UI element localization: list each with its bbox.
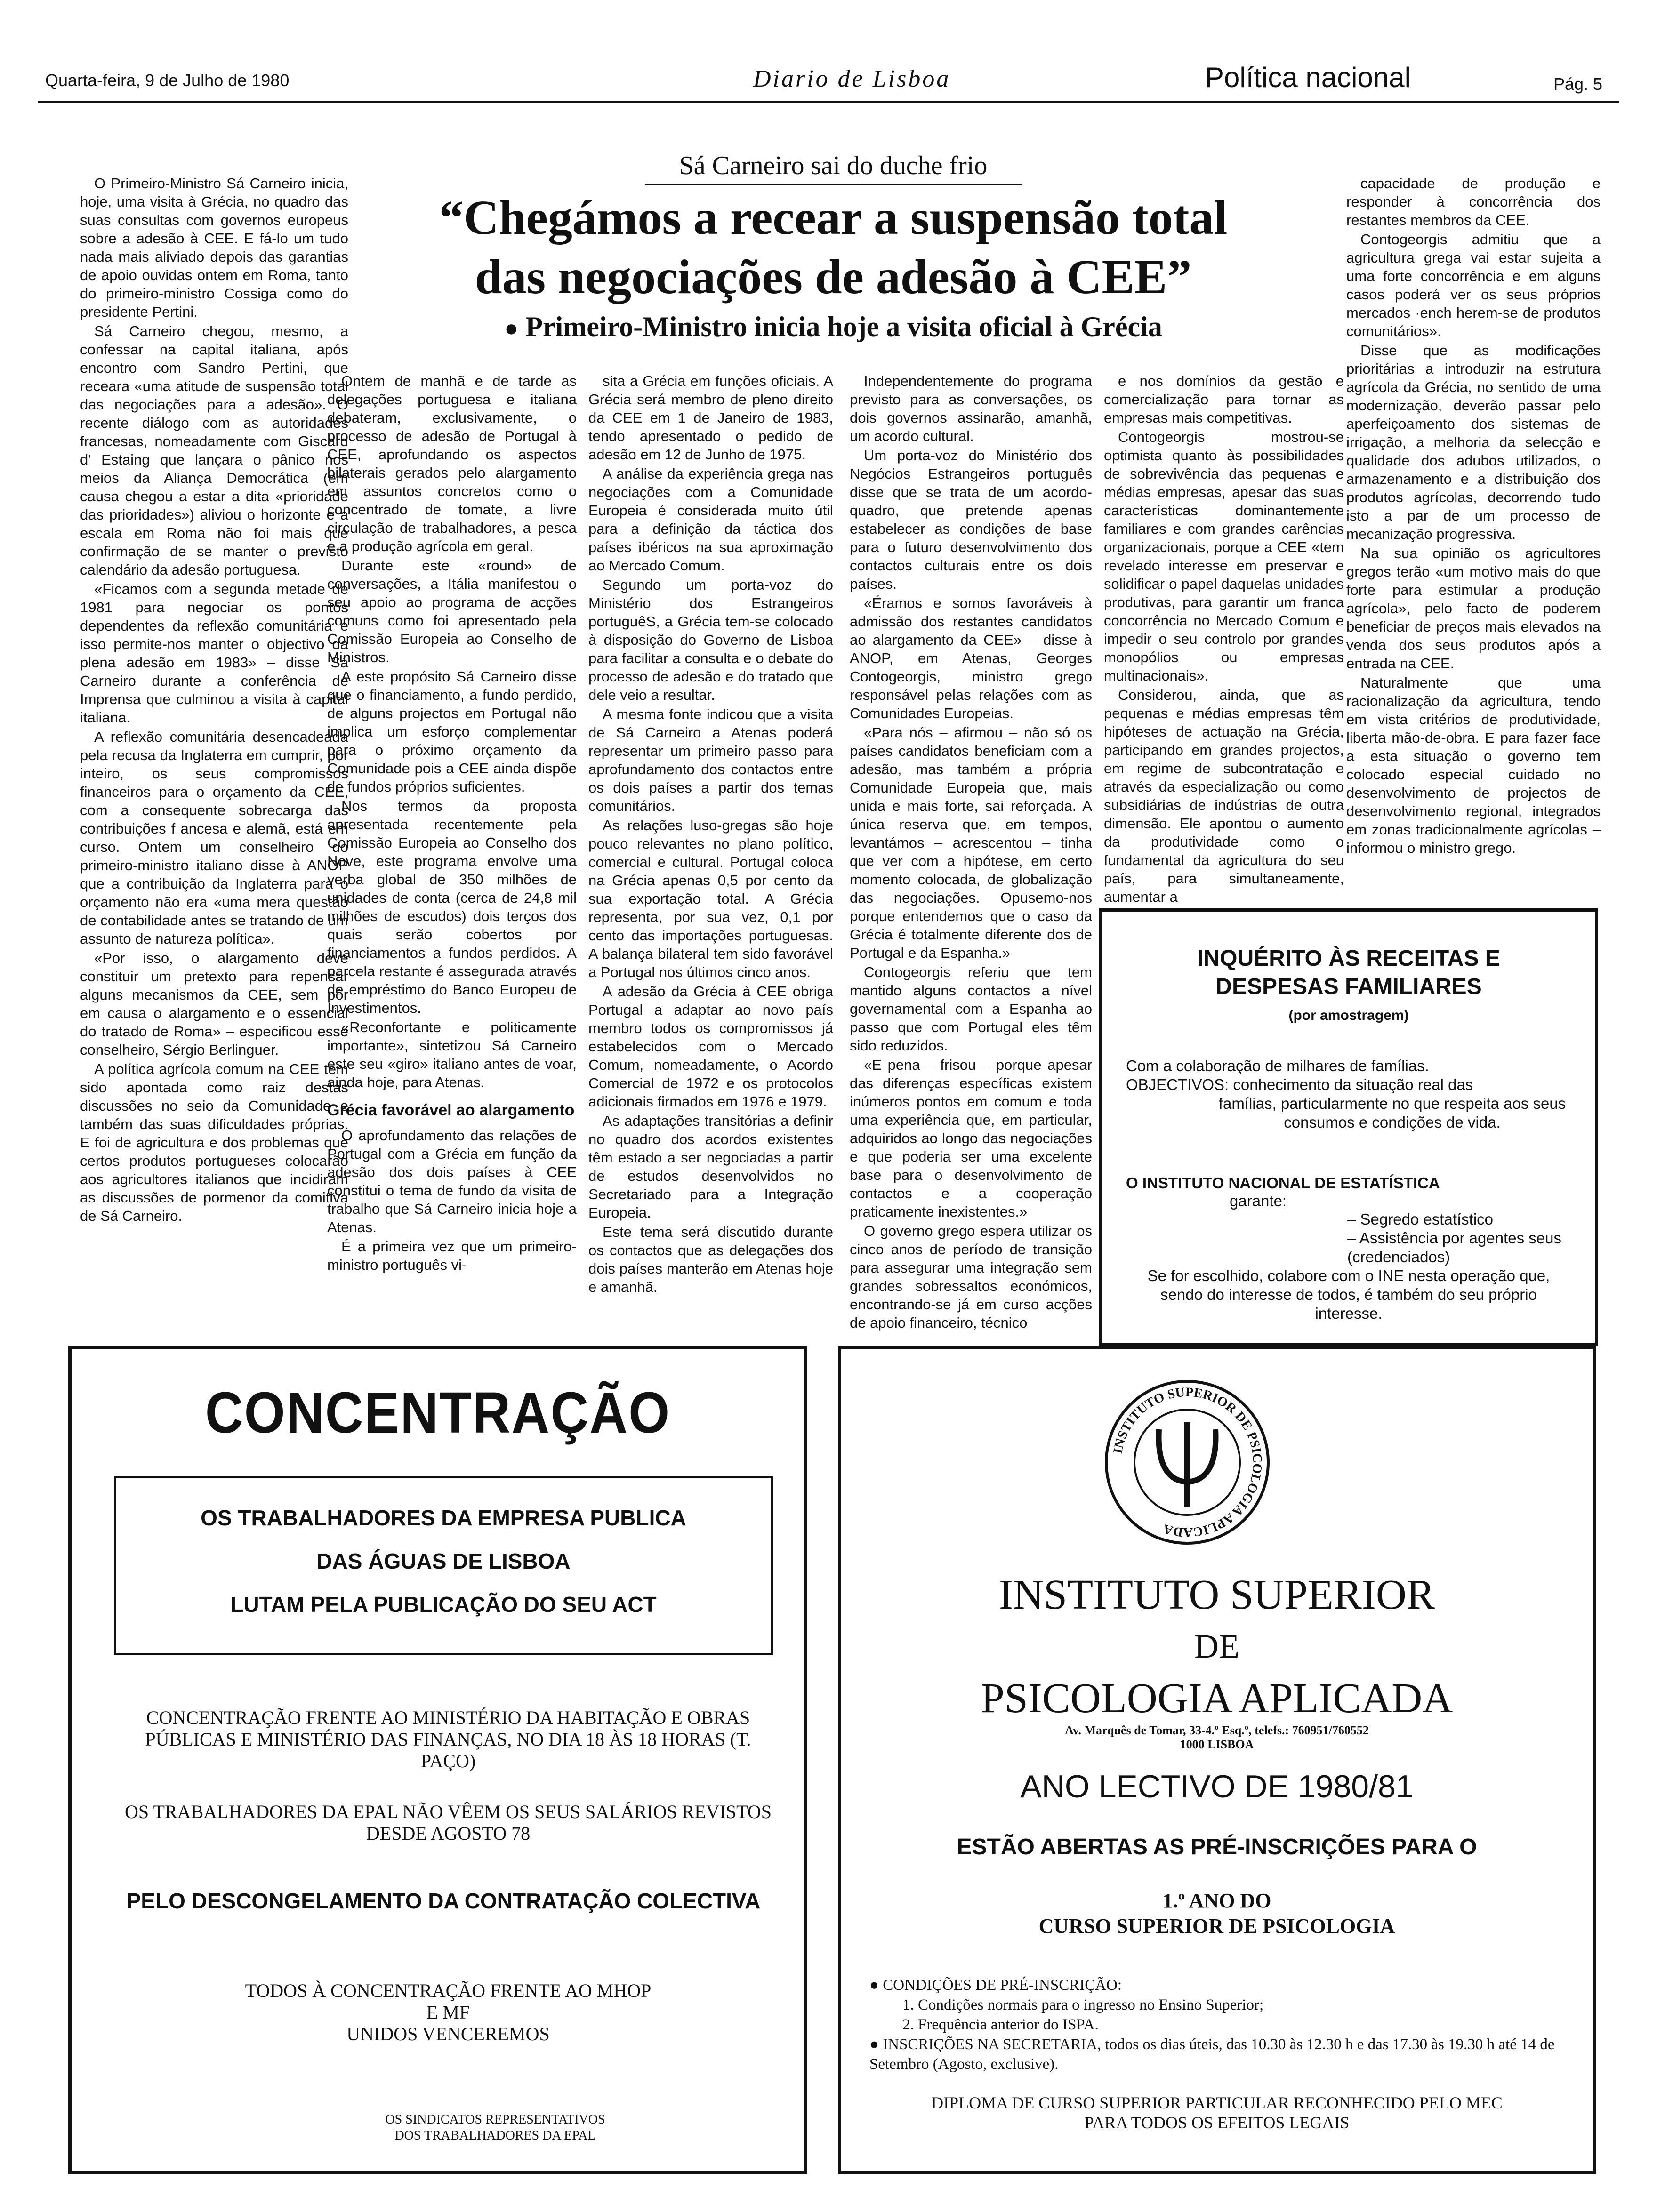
newspaper-name: Diario de Lisboa: [753, 65, 951, 92]
diploma-line-2: PARA TODOS OS EFEITOS LEGAIS: [1084, 2113, 1350, 2132]
bullet-icon: ●: [504, 315, 519, 341]
paragraph: É a primeira vez que um primeiro-ministro português vi-: [327, 1238, 577, 1273]
paragraph: e nos domínios da gestão e comercialização para tornar as empresas mais competitivas.: [1104, 373, 1344, 426]
paragraph: Contogeorgis referiu que tem mantido alguns contactos a nível governamental com a Espanha ao passo que com Portugal eles têm sido reduzidos.: [850, 964, 1092, 1054]
paragraph: As adaptações transitórias a definir no quadro dos acordos existentes têm estado a ser negociadas a partir de estudos desenvolvidos no Secretariado para a Integração Europeia.: [588, 1113, 833, 1221]
ispa-seal-icon: [1102, 1378, 1272, 1547]
concentration-salaries: OS TRABALHADORES DA EPAL NÃO VÊEM OS SEUS SALÁRIOS REVISTOS DESDE AGOSTO 78: [125, 1801, 772, 1844]
bullet-icon: ●: [869, 2036, 879, 2053]
headline-line-1: “Chegámos a recear a suspensão total: [439, 191, 1228, 245]
paragraph: O Primeiro-Ministro Sá Carneiro inicia, hoje, uma visita à Grécia, no quadro das suas consultas com governos europeus sobre a adesão à CEE. E fá-lo um tudo nada mais aliviado depois das garantias de apoio ouvidas ontem em Roma, tanto do primeiro-ministro Cossiga como do presidente Pertini.: [80, 175, 348, 320]
paragraph: Este tema será discutido durante os contactos que as delegações dos dois países manterão em Atenas hoje e amanhã.: [588, 1224, 833, 1295]
paragraph: Um porta-voz do Ministério dos Negócios Estrangeiros português disse que se trata de um acordo-quadro, que pretende apenas estabelecer as condições de base para o futuro desenvolvimento dos contactos culturais entre os dois países.: [850, 447, 1092, 592]
paragraph: O governo grego espera utilizar os cinco anos de período de transição para assegurar uma integração sem grandes sobressaltos económicos, encontrando-se já em curso acções de apoio financeiro, técnico: [850, 1223, 1092, 1331]
bullet-icon: ●: [869, 1977, 879, 1994]
paragraph: Sá Carneiro chegou, mesmo, a confessar na capital italiana, após encontro com Sandro Pertini, que receara «uma atitude de suspensão total das negociações para a adesão». O recente diálogo com as autoridades francesas, nomeadamente com Giscard d' Estaing que lançara o pânico nos meios da Aliança Democrática (em causa chegou a estar a dita «prioridade das prioridades») aliviou o horizonte e a escala em Roma não foi mais que confirmação de se manter o previsto calendário da adesão portuguesa.: [80, 323, 348, 578]
paragraph: «Reconfortante e politicamente importante», sintetizou Sá Carneiro este seu «giro» italiano antes de voar, ainda hoje, para Atenas.: [327, 1019, 577, 1090]
ine-body: [1126, 1057, 1571, 1132]
paragraph: Durante este «round» de conversações, a Itália manifestou o seu apoio ao programa de acções comuns como foi apresentado pela Comissão Europeia ao Conselho de Ministros.: [327, 557, 577, 665]
paragraph: A análise da experiência grega nas negociações com a Comunidade Europeia é considerada muito útil para a definição da táctica dos países ibéricos na sua aproximação ao Mercado Comum.: [588, 465, 833, 574]
paragraph: capacidade de produção e responder à concorrência dos restantes membros da CEE.: [1346, 175, 1601, 228]
concentration-location: CONCENTRAÇÃO FRENTE AO MINISTÉRIO DA HABITAÇÃO E OBRAS PÚBLICAS E MINISTÉRIO DAS FINANÇAS, NO DIA 18 ÀS 18 HORAS (T. PAÇO): [145, 1707, 751, 1771]
article-column-2: [327, 372, 577, 1327]
paragraph: Ontem de manhã e de tarde as delegações portuguesa e italiana debateram, exclusivamente, o processo de adesão de Portugal à CEE, aprofundando os aspectos bilaterais gerados pelo alargamento em assuntos concretos como o concentrado de tomate, a livre circulação de trabalhadores, a pesca e a produção agrícola em geral.: [327, 373, 577, 554]
concentration-signature: [260, 2112, 731, 2144]
enrolment-conditions: [869, 1975, 1566, 2074]
concentration-call: [119, 1980, 778, 2045]
paragraph: A mesma fonte indicou que a visita de Sá Carneiro a Atenas poderá representar um primeiro passo para aprofundamento dos contactos entre os dois países a partir dos temas comunitários.: [588, 706, 833, 814]
ine-line-3: famílias, particularmente no que respeita aos seus consumos e condições de vida.: [1218, 1095, 1566, 1131]
ine-institute: O INSTITUTO NACIONAL DE ESTATÍSTICA: [1126, 1174, 1440, 1192]
ine-closing: Se for escolhido, colabore com o INE nesta operação que, sendo do interesse de todos, é também do seu próprio interesse.: [1147, 1267, 1550, 1322]
course-line-1: 1.º ANO DO: [1162, 1889, 1271, 1912]
secretariat-info-text: INSCRIÇÕES NA SECRETARIA, todos os dias úteis, das 10.30 às 12.30 h e das 17.30 às 19.30 h até 14 de Setembro (Agosto, exclusive).: [869, 2036, 1555, 2073]
conditions-title-text: CONDIÇÕES DE PRÉ-INSCRIÇÃO:: [883, 1977, 1122, 1994]
paragraph: A reflexão comunitária desencadeada pela recusa da Inglaterra em cumprir, por inteiro, os seus compromissos financeiros para o orçamento da CEE, com a consequente sobrecarga das contribuições f ancesa e alemã, está em curso. Ontem um conselheiro do primeiro-ministro italiano disse à ANOP que a contribuição da Inglaterra para o orçamento não era «uma mera questão de contabilidade antes se tratando de um assunto de natureza política».: [80, 729, 348, 947]
paragraph: «Ficamos com a segunda metade de 1981 para negociar os pontos dependentes da reflexão comunitária e isso permite-nos manter o objectivo da plena adesão em 1983» – disse Sá Carneiro durante a conferência de Imprensa que culminou a visita à capital italiana.: [80, 581, 348, 726]
paragraph: Naturalmente que uma racionalização da agricultura, tendo em vista critérios de produtividade, liberta mão-de-obra. E para fazer face a esta situação o governo tem colocado especial cuidado no desenvolvimento de projectos de desenvolvimento regional, integrados em zonas tradicionalmente agrícolas – informou o ministro grego.: [1346, 674, 1601, 856]
inner-line-3: LUTAM PELA PUBLICAÇÃO DO SEU ACT: [230, 1592, 657, 1617]
ine-survey-ad: [1099, 908, 1598, 1346]
paragraph: Contogeorgis admitiu que a agricultura grega vai estar sujeita a uma forte concorrência e em alguns casos poderá ver os seus próprios mercados ·ench herem-se de produtos comunitários».: [1346, 231, 1601, 339]
epal-concentration-ad: [68, 1346, 807, 2174]
ine-title-line-1: INQUÉRITO ÀS RECEITAS E: [1197, 946, 1500, 971]
ine-line-1: Com a colaboração de milhares de famílias.: [1126, 1057, 1429, 1074]
paragraph: Independentemente do programa previsto para as conversações, os dois governos assinarão, amanhã, um acordo cultural.: [850, 373, 1092, 444]
paragraph: Disse que as modificações prioritárias a introduzir na estrutura agrícola da Grécia, no sentido de uma modernização, deverão passar pelo aperfeiçoamento dos sistemas de irrigação, a melhoria da selecção e qualidade dos adubos utilizados, o armazenamento e a distribuição dos produtos agrícolas, decorrendo tudo isto a par de um processo de mecanização progressiva.: [1346, 342, 1601, 542]
sign-line-1: OS SINDICATOS REPRESENTATIVOS: [385, 2112, 605, 2127]
concentration-inner-box: [114, 1476, 773, 1655]
article-column-6: [1346, 174, 1601, 890]
ispa-name-line-2: DE: [1194, 1627, 1239, 1665]
ine-guarantees: [1126, 1210, 1571, 1266]
call-line-3: UNIDOS VENCEREMOS: [346, 2023, 550, 2044]
headline-line-2: das negociações de adesão à CEE”: [475, 250, 1192, 304]
issue-date: Quarta-feira, 9 de Julho de 1980: [45, 71, 290, 90]
call-line-1: TODOS À CONCENTRAÇÃO FRENTE AO MHOP: [245, 1980, 652, 2001]
course-line-2: CURSO SUPERIOR DE PSICOLOGIA: [1038, 1915, 1395, 1938]
diploma-notice: [841, 2093, 1593, 2132]
paragraph: Segundo um porta-voz do Ministério dos Estrangeiros portuguêS, a Grécia tem-se colocado à disposição do Governo de Lisboa para facilitar a consulta e o debate do processo de adesão e do tratado que dele veio a resultar.: [588, 577, 833, 703]
page-number: Pág. 5: [1553, 74, 1603, 94]
course-name: [841, 1888, 1593, 1939]
paragraph: sita a Grécia em funções oficiais. A Grécia será membro de pleno direito da CEE em 1 de Janeiro de 1983, tendo apresentado o pedido de adesão em 12 de Junho de 1975.: [588, 373, 833, 463]
paragraph: O aprofundamento das relações de Portugal com a Grécia em função da adesão dos dois países à CEE constitui o tema de fundo da visita de trabalho que Sá Carneiro inicia hoje a Atenas.: [327, 1127, 577, 1235]
ispa-address: [841, 1723, 1593, 1752]
ine-guarantee-2: – Assistência por agentes seus (credenciados): [1347, 1229, 1561, 1266]
paragraph: «E pena – frisou – porque apesar das diferenças específicas existem inúmeros pontos em comum e toda uma experiência que, em particular, adquiridos ao longo das negociações e que poderia ser uma excelente base para o desenvolvimento de contactos e a cooperação praticamente inexistentes.»: [850, 1057, 1092, 1220]
article-column-4: [850, 372, 1092, 1331]
paragraph: «Por isso, o alargamento deve constituir um pretexto para repensar alguns mecanismos da CEE, sem pôr em causa o alargamento e o essencial do tratado de Roma» – especificou esse conselheiro, Sérgio Berlinguer.: [80, 950, 348, 1058]
ine-note: (por amostragem): [1288, 1008, 1409, 1023]
paragraph: «Para nós – afirmou – não só os países candidatos beneficiam com a adesão, mas também a própria Comunidade Europeia que, mais unida e mais forte, sai reforçada. A única reserva que, em tempos, levantámos – acrescentou – tinha que ver com a hipótese, em certo momento colocada, de globalização das negociações. Opusemo-nos porque entendemos que o caso da Grécia é totalmente diferente dos de Portugal e da Espanha.»: [850, 724, 1092, 961]
article-kicker: Sá Carneiro sai do duche frio: [645, 151, 1022, 185]
ispa-name-line-1: INSTITUTO SUPERIOR: [999, 1571, 1435, 1618]
paragraph: As relações luso-gregas são hoje pouco relevantes no plano político, comercial e cultural. Portugal coloca na Grécia apenas 0,5 por cento da sua exportação total. A Grécia representa, por sua vez, 0,1 por cento das importações portuguesas. A balança bilateral tem sido favorável a Portugal nos últimos cinco anos.: [588, 817, 833, 980]
enrolment-open: ESTÃO ABERTAS AS PRÉ-INSCRIÇÕES PARA O: [957, 1835, 1477, 1859]
concentration-slogan: PELO DESCONGELAMENTO DA CONTRATAÇÃO COLECTIVA: [126, 1889, 761, 1913]
seal-text: INSTITUTO SUPERIOR DE PSICOLOGIA APLICADA: [1110, 1385, 1265, 1540]
address-line-1: Av. Marquês de Tomar, 33-4.º Esq.º, telefs.: 760951/760552: [1065, 1723, 1369, 1737]
inner-line-1: OS TRABALHADORES DA EMPRESA PUBLICA: [201, 1506, 686, 1530]
subhead-text: Primeiro-Ministro inicia hoje a visita oficial à Grécia: [525, 311, 1162, 342]
secretariat-info: [869, 2035, 1566, 2074]
paragraph: A política agrícola comum na CEE tem sido apontada como raiz destas discussões no seio da Comunidade e também das suas dificuldades próprias. E foi de agricultura e dos problemas que certos produtos portugueses colocarão aos agricultores italianos que incidiram as discussões de pormenor da comitiva de Sá Carneiro.: [80, 1061, 348, 1224]
ine-guarantee-1: – Segredo estatístico: [1347, 1210, 1494, 1228]
article-column-1: [80, 174, 348, 1322]
ine-title: [1126, 945, 1571, 1001]
concentration-title: CONCENTRAÇÃO: [205, 1380, 671, 1445]
ine-garante: garante:: [1230, 1192, 1287, 1210]
paragraph: Nos termos da proposta apresentada recentemente pela Comissão Europeia ao Conselho dos Nove, este programa envolve uma verba global de 350 milhões de unidades de conta (cerca de 24,8 mil milhões de escudos) dois terços dos quais serão cobertos por financiamentos a fundos perdidos. A parcela restante é assegurada através de empréstimo do Banco Europeu de Investimentos.: [327, 798, 577, 1016]
academic-year: ANO LECTIVO DE 1980/81: [1020, 1769, 1414, 1804]
diploma-line-1: DIPLOMA DE CURSO SUPERIOR PARTICULAR RECONHECIDO PELO MEC: [931, 2093, 1503, 2112]
ine-title-line-2: DESPESAS FAMILIARES: [1215, 974, 1482, 999]
sign-line-2: DOS TRABALHADORES DA EPAL: [394, 2128, 596, 2143]
condition-2: 2. Frequência anterior do ISPA.: [902, 2016, 1099, 2033]
article-column-3: [588, 372, 833, 1327]
paragraph: «Éramos e somos favoráveis à admissão dos restantes candidatos ao alargamento da CEE» – disse à ANOP, em Atenas, Georges Contogeorgis, ministro grego responsável pelas relações com as Comunidades Europeias.: [850, 595, 1092, 721]
ine-line-2: OBJECTIVOS: conhecimento da situação real das: [1126, 1076, 1473, 1093]
article-headline: [414, 188, 1252, 307]
paragraph: Na sua opinião os agricultores gregos terão «um motivo mais do que forte para estimular a produção agrícola», pelo facto de poderem beneficiar de preços mais elevados na venda dos seus produtos após a entrada na CEE.: [1346, 545, 1601, 672]
paragraph: Considerou, ainda, que as pequenas e médias empresas têm hipóteses de actuação na Grécia, participando em grandes projectos, em regime de subcontratação e através da especialização ou como subsidiárias de indústrias de outra dimensão. Ele apontou o aumento da produtividade como o fundamental da agricultura do seu país, para simultaneamente, aumentar a: [1104, 687, 1344, 905]
conditions-title: [869, 1975, 1566, 1995]
call-line-2: E MF: [426, 2002, 470, 2023]
paragraph: A adesão da Grécia à CEE obriga Portugal a adaptar ao novo país membro todos os compromissos já estabelecidos com o Mercado Comum, nomeadamente, o Acordo Comercial de 1972 e os protocolos adicionais firmados em 1976 e 1979.: [588, 983, 833, 1110]
section-title: Política nacional: [1205, 62, 1411, 93]
header-rule: [38, 101, 1619, 103]
paragraph: Contogeorgis mostrou-se optimista quanto às possibilidades de sobrevivência das pequenas e médias empresas, apesar das suas características dominantemente familiares e com grandes carências organizacionais, porque a CEE «tem revelado interesse em preservar e solidificar o papel daquelas unidades produtivas, para garantir um franca concorrência no Mercado Comum e impedir o seu controlo por grandes monopólios ou empresas multinacionais».: [1104, 429, 1344, 684]
ispa-name-line-3: PSICOLOGIA APLICADA: [981, 1675, 1453, 1722]
address-line-2: 1000 LISBOA: [1180, 1738, 1254, 1751]
article-subhead: [452, 311, 1215, 343]
inner-line-2: DAS ÁGUAS DE LISBOA: [316, 1549, 571, 1573]
ispa-ad: [838, 1346, 1596, 2174]
paragraph: A este propósito Sá Carneiro disse que o financiamento, a fundo perdido, de alguns projectos em Portugal não implica um esforço complementar para o próximo orçamento da Comunidade pois a CEE ainda dispõe de fundos próprios suficientes.: [327, 668, 577, 795]
condition-1: 1. Condições normais para o ingresso no Ensino Superior;: [902, 1996, 1264, 2013]
subheading: Grécia favorável ao alargamento: [327, 1101, 575, 1119]
article-column-5: [1104, 372, 1344, 905]
